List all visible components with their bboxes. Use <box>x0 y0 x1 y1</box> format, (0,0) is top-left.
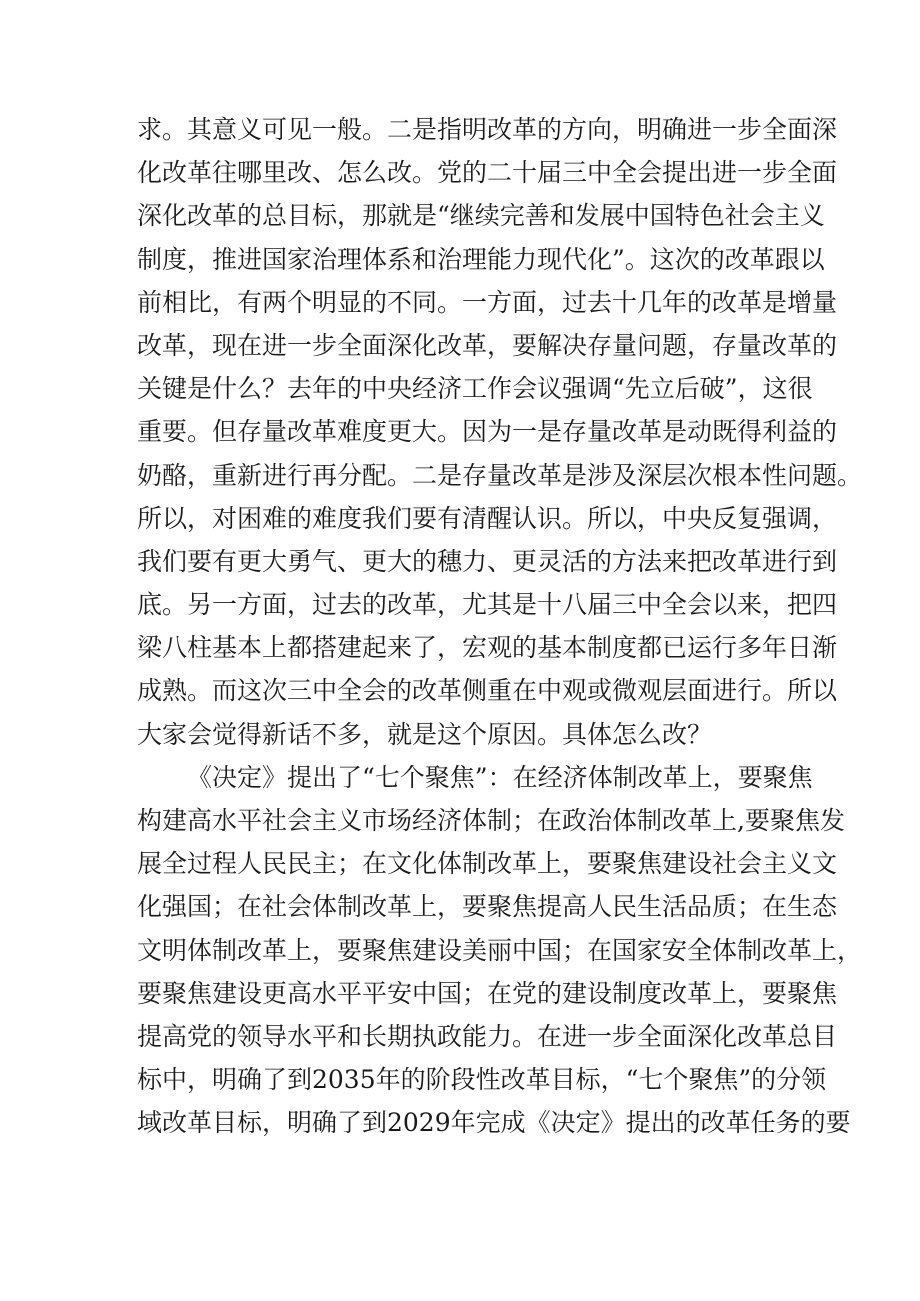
paragraph-line: 制度，推进国家治理体系和治理能力现代化”。这次的改革跟以 <box>137 244 825 274</box>
paragraph-line: 提高党的领导水平和长期执政能力。在进一步全面深化改革总目 <box>137 1021 838 1051</box>
paragraph-line: 改革，现在进一步全面深化改革，要解决存量问题，存量改革的 <box>137 330 838 360</box>
paragraph-line: 底。另一方面，过去的改革，尤其是十八届三中全会以来，把四 <box>137 590 838 620</box>
paragraph-line: 化改革往哪里改、怎么改。党的二十届三中全会提出进一步全面 <box>137 158 838 188</box>
paragraph-line: 关键是什么？去年的中央经济工作会议强调“先立后破”，这很 <box>137 374 813 404</box>
paragraph-line: 《决定》提出了“七个聚焦”：在经济体制改革上，要聚焦 <box>187 762 813 792</box>
paragraph-line: 我们要有更大勇气、更大的穗力、更灵活的方法来把改革进行到 <box>137 546 838 576</box>
paragraph-line: 标中，明确了到2035年的阶段性改革目标，“七个聚焦”的分领 <box>137 1065 827 1095</box>
paragraph-line: 前相比，有两个明显的不同。一方面，过去十几年的改革是增量 <box>137 287 838 317</box>
body-text <box>137 108 863 1145</box>
paragraph-line: 大家会觉得新话不多，就是这个原因。具体怎么改？ <box>137 719 713 749</box>
paragraph-line: 重要。但存量改革难度更大。因为一是存量改革是动既得利益的 <box>137 417 838 447</box>
paragraph-line: 梁八柱基本上都搭建起来了，宏观的基本制度都已运行多年日渐 <box>137 633 838 663</box>
paragraph-line: 所以，对困难的难度我们要有清醒认识。所以，中央反复强调， <box>137 503 838 533</box>
paragraph-line: 域改革目标，明确了到2029年完成《决定》提出的改革任务的要 <box>137 1108 851 1138</box>
paragraph-line: 深化改革的总目标，那就是“继续完善和发展中国特色社会主义 <box>137 201 825 231</box>
paragraph-line: 构建高水平社会主义市场经济体制；在政治体制改革上,要聚焦发 <box>137 806 845 835</box>
paragraph-2 <box>137 756 863 1145</box>
paragraph-line: 文明体制改革上，要聚焦建设美丽中国；在国家安全体制改革上， <box>137 935 863 965</box>
paragraph-line: 要聚焦建设更高水平平安中国；在党的建设制度改革上，要聚焦 <box>137 978 838 1008</box>
paragraph-line: 成熟。而这次三中全会的改革侧重在中观或微观层面进行。所以 <box>137 676 838 706</box>
paragraph-line: 奶酪，重新进行再分配。二是存量改革是涉及深层次根本性问题。 <box>137 460 863 490</box>
paragraph-line: 求。其意义可见一般。二是指明改革的方向，明确进一步全面深 <box>137 115 838 144</box>
paragraph-1 <box>137 108 863 756</box>
paragraph-line: 展全过程人民民主；在文化体制改革上，要聚焦建设社会主义文 <box>137 849 838 879</box>
paragraph-line: 化强国；在社会体制改革上，要聚焦提高人民生活品质；在生态 <box>137 892 838 922</box>
